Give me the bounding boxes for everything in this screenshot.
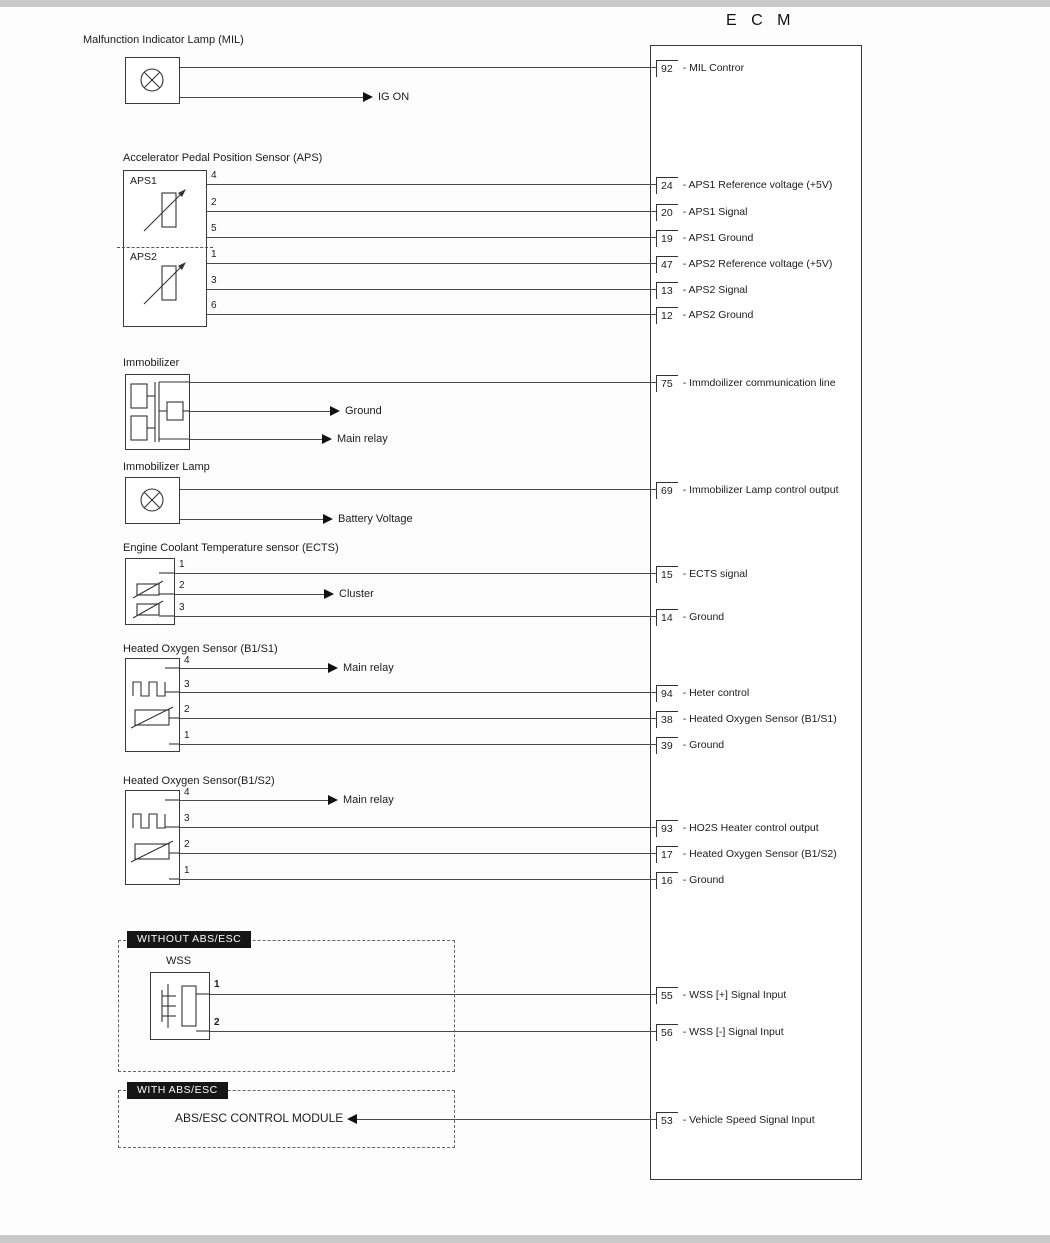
ecm-pin-12: [656, 307, 753, 324]
aps-pin-number: 4: [211, 170, 217, 181]
wire: [180, 489, 657, 490]
pin-connector: 56: [656, 1024, 678, 1041]
pin-label: - APS2 Reference voltage (+5V): [682, 258, 833, 270]
aps-pin-number: 6: [211, 300, 217, 311]
immobilizer-label: Immobilizer: [123, 357, 180, 369]
pin-label: - APS1 Ground: [682, 232, 754, 244]
wire: [180, 97, 363, 98]
wire: [207, 211, 657, 212]
ho2s-b1s1-label: Heated Oxygen Sensor (B1/S1): [123, 643, 278, 655]
pin-label: - Heated Oxygen Sensor (B1/S1): [682, 713, 837, 725]
pin-label: - WSS [+] Signal Input: [682, 989, 787, 1001]
pin-label: - Immdoilizer communication line: [682, 377, 836, 389]
arrow-right-icon: [328, 795, 338, 805]
arrow-right-icon: [363, 92, 373, 102]
wss-pin-number: 1: [214, 979, 220, 990]
wire: [207, 289, 657, 290]
ho2s-pin-number: 1: [184, 865, 190, 876]
pin-connector: 15: [656, 566, 678, 583]
wire: [175, 594, 324, 595]
pin-connector: 19: [656, 230, 678, 247]
wire: [207, 184, 657, 185]
pin-label: - Ground: [682, 739, 725, 751]
ecm-pin-24: [656, 177, 832, 194]
wire: [175, 616, 657, 617]
ects-pin-number: 2: [179, 580, 185, 591]
ecm-pin-94: [656, 685, 749, 702]
ecm-pin-16: [656, 872, 724, 889]
wire: [180, 827, 657, 828]
pin-label: - HO2S Heater control output: [682, 822, 819, 834]
lamp-icon: [125, 57, 180, 104]
pin-label: - APS1 Signal: [682, 206, 748, 218]
ecm-pin-15: [656, 566, 747, 583]
main-relay-label: Main relay: [343, 794, 394, 806]
aps-pin-number: 2: [211, 197, 217, 208]
wire: [175, 573, 657, 574]
main-relay-label: Main relay: [343, 662, 394, 674]
arrow-right-icon: [322, 434, 332, 444]
ho2s-pin-number: 2: [184, 704, 190, 715]
without-abs-tag: WITHOUT ABS/ESC: [127, 931, 251, 948]
ho2s-pin-number: 2: [184, 839, 190, 850]
pin-connector: 53: [656, 1112, 678, 1129]
ecm-pin-55: [656, 987, 786, 1004]
pin-label: - Heated Oxygen Sensor (B1/S2): [682, 848, 837, 860]
ects-pin-number: 1: [179, 559, 185, 570]
ecm-pin-53: [656, 1112, 815, 1129]
ho2s-pin-number: 1: [184, 730, 190, 741]
immobilizer-connector-icon: [125, 374, 190, 450]
wire: [207, 237, 657, 238]
ecm-pin-17: [656, 846, 837, 863]
aps-label: Accelerator Pedal Position Sensor (APS): [123, 152, 323, 164]
pin-connector: 93: [656, 820, 678, 837]
page-edge-bottom: [0, 1235, 1050, 1243]
wire: [180, 800, 328, 801]
pin-label: - Ground: [682, 611, 725, 623]
wire: [210, 1031, 657, 1032]
aps2-label: APS2: [130, 251, 157, 263]
ho2s-pin-number: 4: [184, 787, 190, 798]
arrow-right-icon: [324, 589, 334, 599]
ho2s-pin-number: 3: [184, 813, 190, 824]
pin-connector: 92: [656, 60, 678, 77]
wire: [180, 67, 657, 68]
wire: [180, 879, 657, 880]
wheel-speed-sensor-icon: [150, 972, 210, 1040]
wire: [180, 744, 657, 745]
pin-connector: 75: [656, 375, 678, 392]
mil-label: Malfunction Indicator Lamp (MIL): [83, 34, 244, 46]
pin-label: - Heter control: [682, 687, 750, 699]
lamp-icon: [125, 477, 180, 524]
arrow-right-icon: [323, 514, 333, 524]
ecm-pin-13: [656, 282, 747, 299]
ig-on-label: IG ON: [378, 91, 410, 103]
wire: [180, 853, 657, 854]
pin-label: - ECTS signal: [682, 568, 748, 580]
ecm-pin-39: [656, 737, 724, 754]
cluster-label: Cluster: [339, 588, 374, 600]
wire: [180, 718, 657, 719]
main-relay-label: Main relay: [337, 433, 388, 445]
aps-pin-number: 1: [211, 249, 217, 260]
ecm-pin-47: [656, 256, 832, 273]
pin-connector: 69: [656, 482, 678, 499]
arrow-right-icon: [328, 663, 338, 673]
pin-connector: 17: [656, 846, 678, 863]
pin-connector: 20: [656, 204, 678, 221]
heated-oxygen-sensor-icon: [125, 658, 180, 752]
wire: [190, 411, 330, 412]
ecm-pin-56: [656, 1024, 784, 1041]
ects-pin-number: 3: [179, 602, 185, 613]
potentiometer-icon: [138, 258, 193, 308]
pin-connector: 13: [656, 282, 678, 299]
aps-divider: [117, 247, 213, 248]
ho2s-b1s2-label: Heated Oxygen Sensor(B1/S2): [123, 775, 275, 787]
aps-pin-number: 3: [211, 275, 217, 286]
wire: [207, 314, 657, 315]
ecm-pin-75: [656, 375, 836, 392]
ecm-pin-14: [656, 609, 724, 626]
heated-oxygen-sensor-icon: [125, 790, 180, 885]
ho2s-pin-number: 3: [184, 679, 190, 690]
pin-connector: 55: [656, 987, 678, 1004]
wire: [210, 994, 657, 995]
wire: [180, 519, 323, 520]
aps1-label: APS1: [130, 175, 157, 187]
ecm-pin-69: [656, 482, 839, 499]
arrow-right-icon: [330, 406, 340, 416]
pin-connector: 39: [656, 737, 678, 754]
aps-pin-number: 5: [211, 223, 217, 234]
wire: [180, 668, 328, 669]
wire: [190, 439, 322, 440]
ects-label: Engine Coolant Temperature sensor (ECTS): [123, 542, 339, 554]
ecm-pin-93: [656, 820, 819, 837]
battery-voltage-label: Battery Voltage: [338, 513, 413, 525]
pin-connector: 14: [656, 609, 678, 626]
wire: [180, 692, 657, 693]
pin-label: - APS2 Ground: [682, 309, 754, 321]
ecm-pin-19: [656, 230, 753, 247]
immobilizer-lamp-label: Immobilizer Lamp: [123, 461, 210, 473]
pin-connector: 38: [656, 711, 678, 728]
pin-label: - Ground: [682, 874, 725, 886]
ecm-title: E C M: [726, 12, 796, 29]
wss-label: WSS: [166, 955, 192, 967]
pin-connector: 16: [656, 872, 678, 889]
pin-label: - APS2 Signal: [682, 284, 748, 296]
ecm-pin-38: [656, 711, 837, 728]
with-abs-tag: WITH ABS/ESC: [127, 1082, 228, 1099]
ecm-pin-20: [656, 204, 747, 221]
pin-label: - Vehicle Speed Signal Input: [682, 1114, 815, 1126]
pin-connector: 94: [656, 685, 678, 702]
ho2s-pin-number: 4: [184, 655, 190, 666]
pin-label: - APS1 Reference voltage (+5V): [682, 179, 833, 191]
wire: [207, 263, 657, 264]
wss-pin-number: 2: [214, 1017, 220, 1028]
page-edge-top: [0, 0, 1050, 7]
potentiometer-icon: [138, 185, 193, 235]
ground-label: Ground: [345, 405, 382, 417]
pin-label: - MIL Contror: [682, 62, 745, 74]
abs-esc-control-module-label: ABS/ESC CONTROL MODULE: [175, 1111, 344, 1125]
thermistor-icon: [125, 558, 175, 625]
ecm-pin-92: [656, 60, 744, 77]
wire: [357, 1119, 657, 1120]
pin-label: - Immobilizer Lamp control output: [682, 484, 839, 496]
arrow-left-icon: [347, 1114, 357, 1124]
pin-connector: 24: [656, 177, 678, 194]
wire: [190, 382, 657, 383]
pin-connector: 12: [656, 307, 678, 324]
pin-connector: 47: [656, 256, 678, 273]
pin-label: - WSS [-] Signal Input: [682, 1026, 784, 1038]
